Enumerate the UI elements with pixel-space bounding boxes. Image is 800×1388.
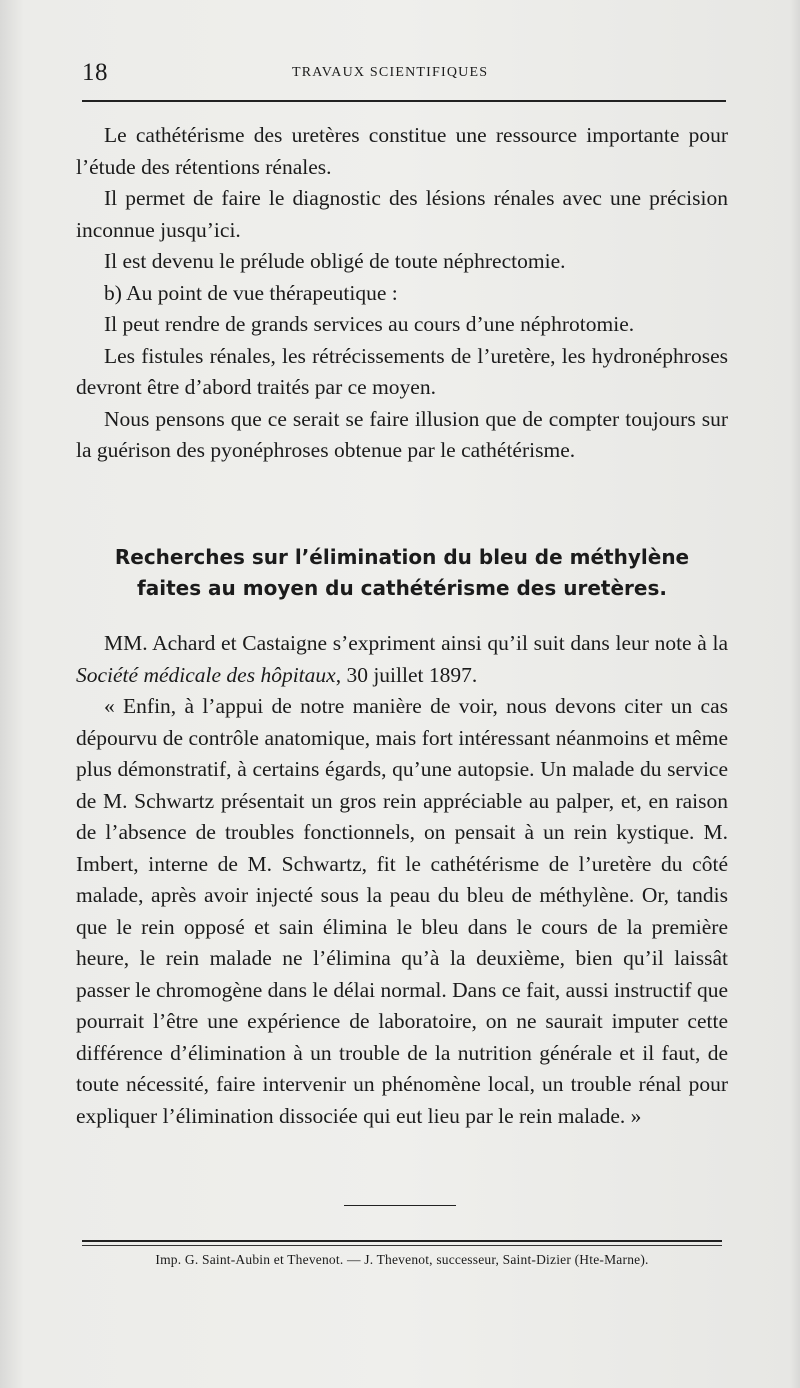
intro-date: , 30 juillet 1897.	[335, 662, 478, 687]
footer-rule	[82, 1240, 722, 1242]
section-heading-line: Recherches sur l’élimination du bleu de méthylène	[114, 545, 690, 569]
running-title: TRAVAUX SCIENTIFIQUES	[292, 65, 489, 80]
footer-rule-thin	[82, 1245, 722, 1246]
section-heading-line: faites au moyen du cathétérisme des uretères.	[137, 576, 667, 600]
paragraph: Les fistules rénales, les rétrécissements de l’uretère, les hydronéphroses devront être d’abord traités par ce moyen.	[76, 343, 728, 399]
intro-paragraph	[76, 628, 728, 691]
quote-paragraph: « Enfin, à l’appui de notre manière de voir, nous devons citer un cas dépourvu de contrôle anatomique, mais fort intéressant néanmoins et même plus démonstratif, à certains égards, qu’une autopsie. Un malade du service de M. Schwartz présentait un gros rein appréciable au palper, et, en raison de l’absence de troubles fonctionnels, on pensait à un rein kystique. M. Imbert, interne de M. Schwartz, fit le cathétérisme de l’uretère du côté malade, après avoir injecté sous la peau du bleu de méthylène. Or, tandis que le rein opposé et sain élimina le bleu dans le cours de la première heure, le rein malade ne l’élimina qu’à la deuxième, bien qu’il laissât passer le chromogène dans le délai normal. Dans ce fait, aussi instructif que pourrait l’être une expérience de laboratoire, on ne saurait imputer cette différence d’élimination à un trouble de la nutrition générale et il faut, de toute nécessité, faire intervenir un phénomène local, un trouble rénal pour expliquer l’élimination dissociée qui eut lieu par le rein malade. »	[76, 694, 728, 1128]
end-rule	[344, 1205, 456, 1206]
paragraph: Il peut rendre de grands services au cours d’une néphrotomie.	[104, 312, 635, 336]
section-methylene-blue	[76, 628, 728, 1132]
running-head	[82, 58, 726, 88]
page-number: 18	[82, 59, 108, 86]
paragraph: b) Au point de vue thérapeutique :	[104, 280, 398, 305]
paragraph: Le cathétérisme des uretères constitue une ressource importante pour l’étude des rétentions rénales.	[76, 123, 728, 179]
paragraph: Nous pensons que ce serait se faire illusion que de compter toujours sur la guérison des pyonéphroses obtenue par le cathétérisme.	[76, 406, 728, 462]
printer-imprint: Imp. G. Saint-Aubin et Thevenot. — J. Thevenot, successeur, Saint-Dizier (Hte-Marne).	[155, 1252, 649, 1267]
section-conclusions	[76, 120, 728, 467]
header-rule	[82, 100, 726, 102]
intro-text: MM. Achard et Castaigne s’expriment ainsi qu’il suit dans leur note à la	[104, 631, 728, 655]
paragraph: Il est devenu le prélude obligé de toute néphrectomie.	[104, 249, 566, 273]
section-heading	[80, 542, 724, 604]
paragraph: Il permet de faire le diagnostic des lésions rénales avec une précision inconnue jusqu’ici.	[76, 186, 728, 242]
journal-title: Société médicale des hôpitaux	[76, 662, 336, 687]
